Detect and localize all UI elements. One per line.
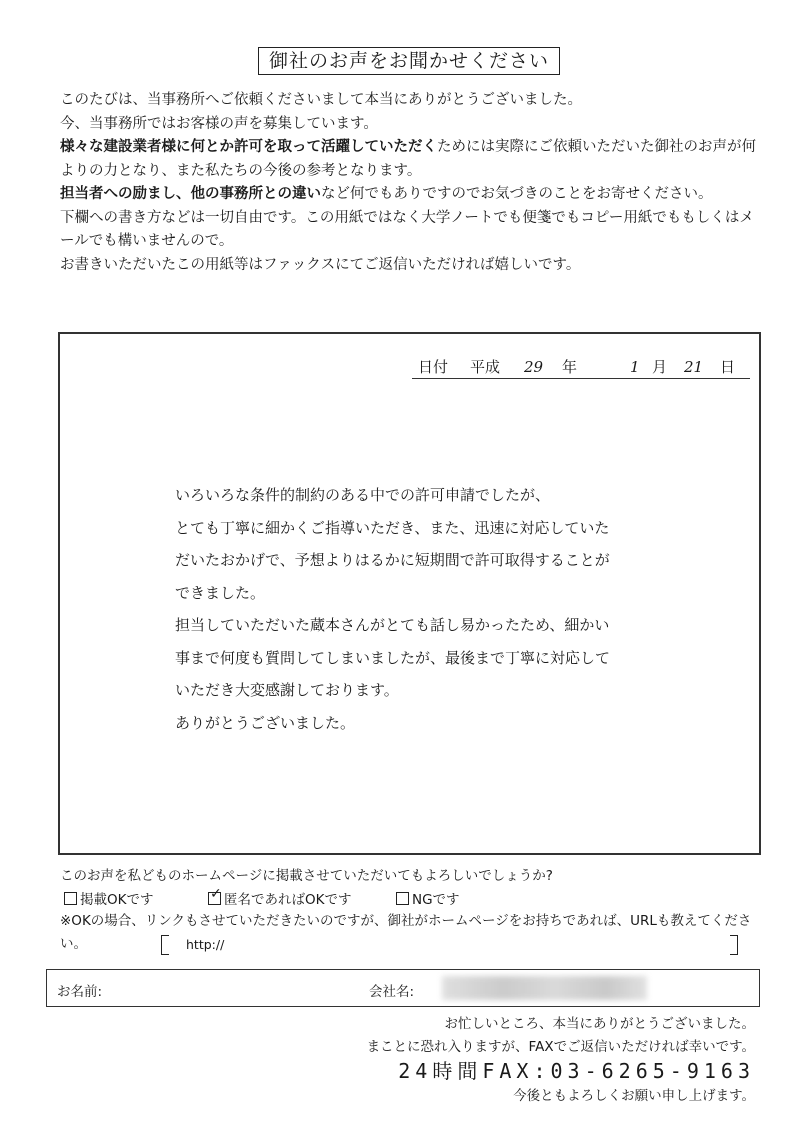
consent-question: このお声を私どものホームページに掲載させていただいてもよろしいでしょうか? [60,868,553,884]
letter-line: だいたおかげで、予想よりはるかに短期間で許可取得することが [175,551,610,569]
letter-line: できました。 [175,583,266,602]
feedback-box [58,332,761,855]
option-publish-ok[interactable] [64,888,153,908]
url-prefix: http:// [186,937,225,952]
intro-text [60,89,760,277]
redacted-company-name [442,976,647,1000]
regards-text: 今後ともよろしくお願い申し上げます。 [513,1088,755,1104]
intro-line: お書きいただいたこの用紙等はファックスにてご返信いただければ嬉しいです。 [60,256,581,273]
check-mark-icon: ✓ [210,885,222,902]
date-month-unit: 月 [652,358,668,376]
option-label: NGです [412,892,460,908]
intro-line: 下欄への書き方などは一切自由です。この用紙ではなく大学ノートでも便箋でもコピー用紙でももしくはメールでも構いませんので。 [60,209,754,249]
letter-line: とても丁寧に細かくご指導いただき、また、迅速に対応していた [175,518,610,537]
date-field [412,356,750,379]
intro-rest: など何でもありですのでお気づきのことをお寄せください。 [321,186,713,202]
date-day: 21 [684,358,704,376]
name-company-box [46,969,760,1007]
right-bracket [730,935,738,955]
letter-line: いただき大変感謝しております。 [175,681,399,699]
intro-line [60,183,760,207]
company-label: 会社名: [369,984,415,1000]
link-note: ※OKの場合、リンクもさせていただきたいのですが、御社がホームページをお持ちであれば、URLも教えてください。 [60,913,752,952]
thanks-text: お忙しいところ、本当にありがとうございました。 [444,1016,755,1032]
date-year: 29 [524,358,544,376]
option-anonymous-ok[interactable] [208,885,352,908]
date-label: 日付 [418,358,449,376]
name-label: お名前: [57,984,103,1000]
url-field[interactable] [60,933,760,957]
date-day-unit: 日 [720,358,736,376]
checkbox-checked[interactable] [208,885,222,905]
date-month: 1 [630,358,640,376]
handwritten-letter [175,479,655,739]
intro-line: 今、当事務所ではお客様の声を募集しています。 [60,115,378,132]
fax-note: まことに恐れ入りますが、FAXでご返信いただければ幸いです。 [366,1039,755,1055]
letter-line: 担当していただいた蔵本さんがとても話し易かったため、細かい [175,616,610,634]
consent-options [60,885,560,908]
letter-line: 事まで何度も質問してしまいましたが、最後まで丁寧に対応して [175,648,611,667]
letter-line: いろいろな条件的制約のある中での許可申請でしたが、 [175,486,551,504]
intro-line: このたびは、当事務所へご依頼くださいまして本当にありがとうございました。 [60,92,582,108]
intro-bold: 担当者への励まし、他の事務所との違い [60,186,321,202]
fax-number: 24時間FAX:03-6265-9163 [398,1059,755,1083]
option-label: 掲載OKです [80,892,154,908]
letter-line: ありがとうございました。 [175,713,356,732]
date-era: 平成 [470,358,501,376]
checkbox[interactable] [396,892,409,905]
page-title: 御社のお声をお聞かせください [258,47,560,75]
option-label: 匿名であればOKです [224,892,352,908]
checkbox[interactable] [64,892,77,905]
intro-rest: ためには実際にご依頼いただいた御社のお声が何よりの力となり、また私たちの今後の参考となります。 [60,139,756,179]
intro-bold: 様々な建設業者様に何とか許可を取って活躍していただく [60,139,437,155]
intro-line [60,136,760,183]
date-year-unit: 年 [562,358,578,376]
option-ng[interactable] [396,888,460,908]
left-bracket [161,935,169,955]
